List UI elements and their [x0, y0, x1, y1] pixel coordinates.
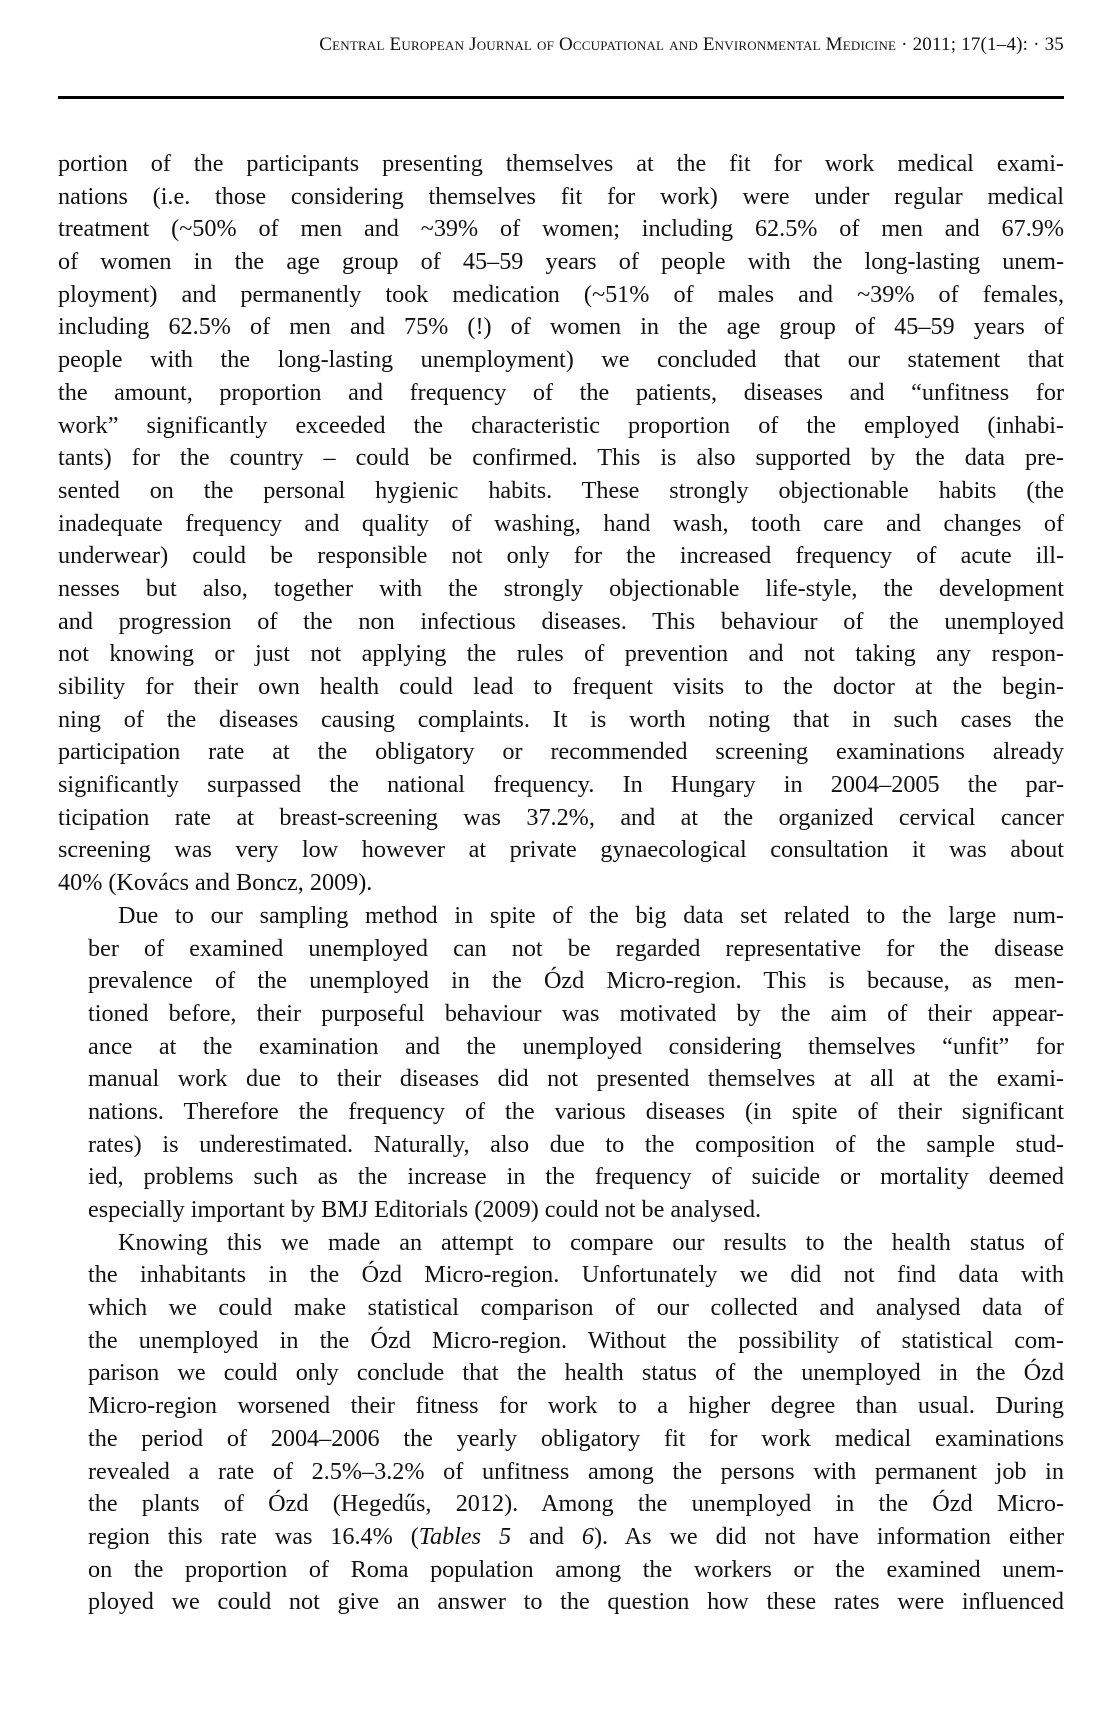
paragraph-1: [58, 148, 1064, 900]
text-line: parison we could only conclude that the health status of the unemployed in the Ózd: [88, 1359, 1064, 1387]
text-line: people with the long-lasting unemployment) we concluded that our statement that: [58, 346, 1064, 374]
text-line: tioned before, their purposeful behaviour was motivated by the aim of their appear-: [88, 999, 1064, 1027]
paragraph-3: [58, 1227, 1064, 1619]
text-line: revealed a rate of 2.5%–3.2% of unfitness among the persons with permanent job in: [88, 1457, 1064, 1485]
text-line: nations (i.e. those considering themselves fit for work) were under regular medical: [58, 182, 1064, 210]
text-line: nesses but also, together with the strongly objectionable life-style, the development: [58, 574, 1064, 602]
text-line: ployed we could not give an answer to the question how these rates were influenced: [88, 1588, 1064, 1616]
text-line: which we could make statistical comparison of our collected and analysed data of: [88, 1294, 1064, 1322]
text-line: prevalence of the unemployed in the Ózd Micro-region. This is because, as men-: [88, 967, 1064, 995]
header-separator: ·: [896, 34, 913, 55]
text-line: ber of examined unemployed can not be regarded representative for the disease: [88, 934, 1064, 962]
text-line: the period of 2004–2006 the yearly obligatory fit for work medical examinations: [88, 1424, 1064, 1452]
text-line: not knowing or just not applying the rules of prevention and not taking any respon-: [58, 640, 1064, 668]
text-line: portion of the participants presenting themselves at the fit for work medical exami-: [58, 150, 1064, 177]
text-line: of women in the age group of 45–59 years of people with the long-lasting unem-: [58, 248, 1064, 276]
text-line: screening was very low however at private gynaecological consultation it was about: [58, 836, 1064, 864]
text-line: nations. Therefore the frequency of the various diseases (in spite of their significant: [88, 1097, 1064, 1125]
text-line: the unemployed in the Ózd Micro-region. Without the possibility of statistical com-: [88, 1326, 1064, 1354]
running-header: [58, 34, 1064, 56]
text-line: ticipation rate at breast-screening was 37.2%, and at the organized cervical cancer: [58, 803, 1064, 831]
paragraph-2: [58, 900, 1064, 1227]
header-rule: [58, 96, 1064, 99]
text-line: manual work due to their diseases did not presented themselves at all at the exami-: [88, 1065, 1064, 1093]
text-line: Micro-region worsened their fitness for work to a higher degree than usual. During: [88, 1392, 1064, 1420]
text-line: the plants of Ózd (Hegedűs, 2012). Among the unemployed in the Ózd Micro-: [88, 1490, 1064, 1518]
text-line: and progression of the non infectious diseases. This behaviour of the unemployed: [58, 607, 1064, 635]
text-line: sented on the personal hygienic habits. These strongly objectionable habits (the: [58, 476, 1064, 504]
text-line: ied, problems such as the increase in the frequency of suicide or mortality deemed: [88, 1163, 1064, 1191]
text-line: ance at the examination and the unemployed considering themselves “unfit” for: [88, 1032, 1064, 1060]
text-line: especially important by BMJ Editorials (2009) could not be analysed.: [88, 1196, 762, 1223]
journal-title: Central European Journal of Occupational and Environmental Medicine: [319, 34, 897, 55]
text-line: significantly surpassed the national frequency. In Hungary in 2004–2005 the par-: [58, 771, 1064, 799]
text-line: Due to our sampling method in spite of the big data set related to the large num-: [118, 901, 1064, 929]
text-line: rates) is underestimated. Naturally, also due to the composition of the sample stud-: [88, 1130, 1064, 1158]
text-line: treatment (~50% of men and ~39% of women; including 62.5% of men and 67.9%: [58, 215, 1064, 243]
text-line: sibility for their own health could lead to frequent visits to the doctor at the begin-: [58, 673, 1064, 700]
table-reference: Tables 5: [418, 1522, 512, 1550]
text-line: inadequate frequency and quality of washing, hand wash, tooth care and changes of: [58, 509, 1064, 537]
text-line: the amount, proportion and frequency of the patients, diseases and “unfitness for: [58, 378, 1064, 406]
text-line: ployment) and permanently took medication (~51% of males and ~39% of females,: [58, 280, 1064, 308]
citation-page: 2011; 17(1–4): · 35: [912, 34, 1064, 55]
text-line: the inhabitants in the Ózd Micro-region. Unfortunately we did not find data with: [88, 1261, 1064, 1289]
text-line: on the proportion of Roma population among the workers or the examined unem-: [88, 1555, 1064, 1583]
article-body: [58, 148, 1064, 1619]
text-line: participation rate at the obligatory or recommended screening examinations already: [58, 738, 1064, 766]
text-line: work” significantly exceeded the characteristic proportion of the employed (inhabi-: [58, 411, 1064, 439]
text-line: ning of the diseases causing complaints. It is worth noting that in such cases the: [58, 705, 1064, 733]
text-line: Knowing this we made an attempt to compare our results to the health status of: [118, 1228, 1064, 1256]
text-line: tants) for the country – could be confirmed. This is also supported by the data pre-: [58, 444, 1064, 472]
text-line: region this rate was 16.4% (Tables 5 and 6). As we did not have information either: [88, 1522, 1064, 1550]
text-line: including 62.5% of men and 75% (!) of women in the age group of 45–59 years of: [58, 313, 1064, 341]
text-line: underwear) could be responsible not only for the increased frequency of acute ill-: [58, 542, 1064, 570]
table-reference: 6: [581, 1522, 594, 1550]
text-line: 40% (Kovács and Boncz, 2009).: [58, 869, 373, 897]
